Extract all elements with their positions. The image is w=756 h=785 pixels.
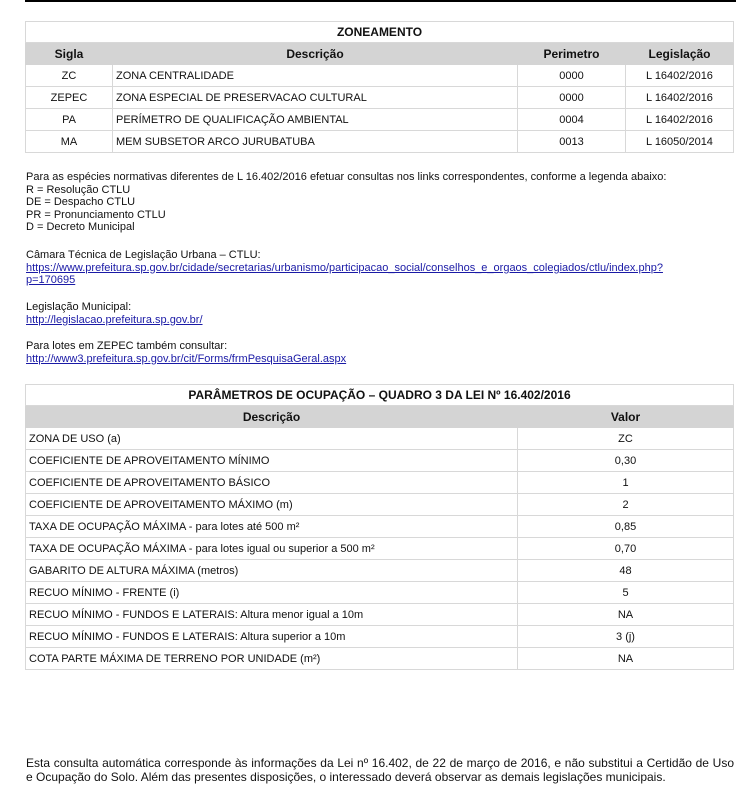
cell-valor: 0,85 xyxy=(518,516,734,538)
table-row xyxy=(26,65,734,87)
legislacao-link[interactable]: http://legislacao.prefeitura.sp.gov.br/ xyxy=(26,313,203,326)
cell-valor: 1 xyxy=(518,472,734,494)
params-table xyxy=(25,384,734,670)
normative-notes xyxy=(26,171,666,234)
table-row xyxy=(26,494,734,516)
params-title: PARÂMETROS DE OCUPAÇÃO – QUADRO 3 DA LEI Nº 16.402/2016 xyxy=(26,385,734,406)
zoning-title-row xyxy=(26,22,734,43)
cell-descricao: RECUO MÍNIMO - FUNDOS E LATERAIS: Altura superior a 10m xyxy=(26,626,518,648)
zepec-link[interactable]: http://www3.prefeitura.sp.gov.br/cit/Forms/frmPesquisaGeral.aspx xyxy=(26,352,347,365)
zoning-title: ZONEAMENTO xyxy=(26,22,734,43)
cell-sigla: MA xyxy=(26,131,113,153)
table-row xyxy=(26,560,734,582)
cell-perimetro: 0000 xyxy=(518,87,626,109)
params-title-row xyxy=(26,385,734,406)
cell-descricao: MEM SUBSETOR ARCO JURUBATUBA xyxy=(113,131,518,153)
top-rule xyxy=(25,0,736,2)
cell-legislacao: L 16402/2016 xyxy=(626,65,734,87)
cell-valor: ZC xyxy=(518,428,734,450)
column-header-perimetro: Perimetro xyxy=(518,43,626,65)
column-header-valor: Valor xyxy=(518,406,734,428)
cell-valor: 0,70 xyxy=(518,538,734,560)
column-header-descricao: Descrição xyxy=(113,43,518,65)
cell-descricao: COEFICIENTE DE APROVEITAMENTO BÁSICO xyxy=(26,472,518,494)
ctlu-link-line2: p=170695 xyxy=(26,274,76,287)
legend-item-d: D = Decreto Municipal xyxy=(26,221,135,234)
zepec-label: Para lotes em ZEPEC também consultar: xyxy=(26,340,228,352)
cell-descricao: RECUO MÍNIMO - FUNDOS E LATERAIS: Altura menor igual a 10m xyxy=(26,604,518,626)
ctlu-link-line1: https://www.prefeitura.sp.gov.br/cidade/secretarias/urbanismo/participacao_social/conselhos_e_orgaos_colegiados/ctlu/index.php? xyxy=(26,261,663,274)
table-row xyxy=(26,648,734,670)
params-header-row xyxy=(26,406,734,428)
legend-item-pr: PR = Pronunciamento CTLU xyxy=(26,208,166,221)
cell-sigla: ZEPEC xyxy=(26,87,113,109)
cell-legislacao: L 16402/2016 xyxy=(626,87,734,109)
cell-descricao: PERÍMETRO DE QUALIFICAÇÃO AMBIENTAL xyxy=(113,109,518,131)
table-row xyxy=(26,87,734,109)
cell-sigla: ZC xyxy=(26,65,113,87)
column-header-legislacao: Legislação xyxy=(626,43,734,65)
legislacao-block xyxy=(26,301,203,326)
zoning-header-row xyxy=(26,43,734,65)
zoning-table xyxy=(25,21,734,153)
cell-descricao: GABARITO DE ALTURA MÁXIMA (metros) xyxy=(26,560,518,582)
ctlu-block xyxy=(26,249,663,287)
disclaimer-text: Esta consulta automática corresponde às informações da Lei nº 16.402, de 22 de março de 2016, e não substitui a Certidão de Uso e Ocupação do Solo. Além das presentes disposições, o interessado deverá observar as demais legislações municipais. xyxy=(26,756,734,784)
cell-descricao: ZONA DE USO (a) xyxy=(26,428,518,450)
ctlu-label: Câmara Técnica de Legislação Urbana – CTLU: xyxy=(26,249,261,261)
cell-descricao: RECUO MÍNIMO - FRENTE (i) xyxy=(26,582,518,604)
table-row xyxy=(26,428,734,450)
cell-descricao: TAXA DE OCUPAÇÃO MÁXIMA - para lotes até 500 m² xyxy=(26,516,518,538)
cell-perimetro: 0013 xyxy=(518,131,626,153)
cell-valor: 5 xyxy=(518,582,734,604)
cell-valor: 48 xyxy=(518,560,734,582)
table-row xyxy=(26,582,734,604)
ctlu-link[interactable] xyxy=(26,262,663,287)
zepec-block xyxy=(26,340,346,365)
cell-sigla: PA xyxy=(26,109,113,131)
cell-descricao: COTA PARTE MÁXIMA DE TERRENO POR UNIDADE (m²) xyxy=(26,648,518,670)
table-row xyxy=(26,604,734,626)
table-row xyxy=(26,538,734,560)
cell-descricao: COEFICIENTE DE APROVEITAMENTO MÁXIMO (m) xyxy=(26,494,518,516)
table-row xyxy=(26,516,734,538)
notes-intro: Para as espécies normativas diferentes de L 16.402/2016 efetuar consultas nos links correspondentes, conforme a legenda abaixo: xyxy=(26,171,667,183)
legend-item-de: DE = Despacho CTLU xyxy=(26,196,136,209)
cell-valor: NA xyxy=(518,648,734,670)
table-row xyxy=(26,626,734,648)
cell-descricao: ZONA CENTRALIDADE xyxy=(113,65,518,87)
table-row xyxy=(26,472,734,494)
cell-perimetro: 0000 xyxy=(518,65,626,87)
cell-descricao: ZONA ESPECIAL DE PRESERVACAO CULTURAL xyxy=(113,87,518,109)
column-header-sigla: Sigla xyxy=(26,43,113,65)
cell-descricao: TAXA DE OCUPAÇÃO MÁXIMA - para lotes igual ou superior a 500 m² xyxy=(26,538,518,560)
cell-valor: 3 (j) xyxy=(518,626,734,648)
cell-valor: 2 xyxy=(518,494,734,516)
table-row xyxy=(26,450,734,472)
cell-valor: 0,30 xyxy=(518,450,734,472)
cell-legislacao: L 16402/2016 xyxy=(626,109,734,131)
legislacao-label: Legislação Municipal: xyxy=(26,301,132,313)
cell-descricao: COEFICIENTE DE APROVEITAMENTO MÍNIMO xyxy=(26,450,518,472)
table-row xyxy=(26,131,734,153)
column-header-descricao: Descrição xyxy=(26,406,518,428)
cell-valor: NA xyxy=(518,604,734,626)
table-row xyxy=(26,109,734,131)
cell-legislacao: L 16050/2014 xyxy=(626,131,734,153)
cell-perimetro: 0004 xyxy=(518,109,626,131)
legend-item-r: R = Resolução CTLU xyxy=(26,183,131,196)
